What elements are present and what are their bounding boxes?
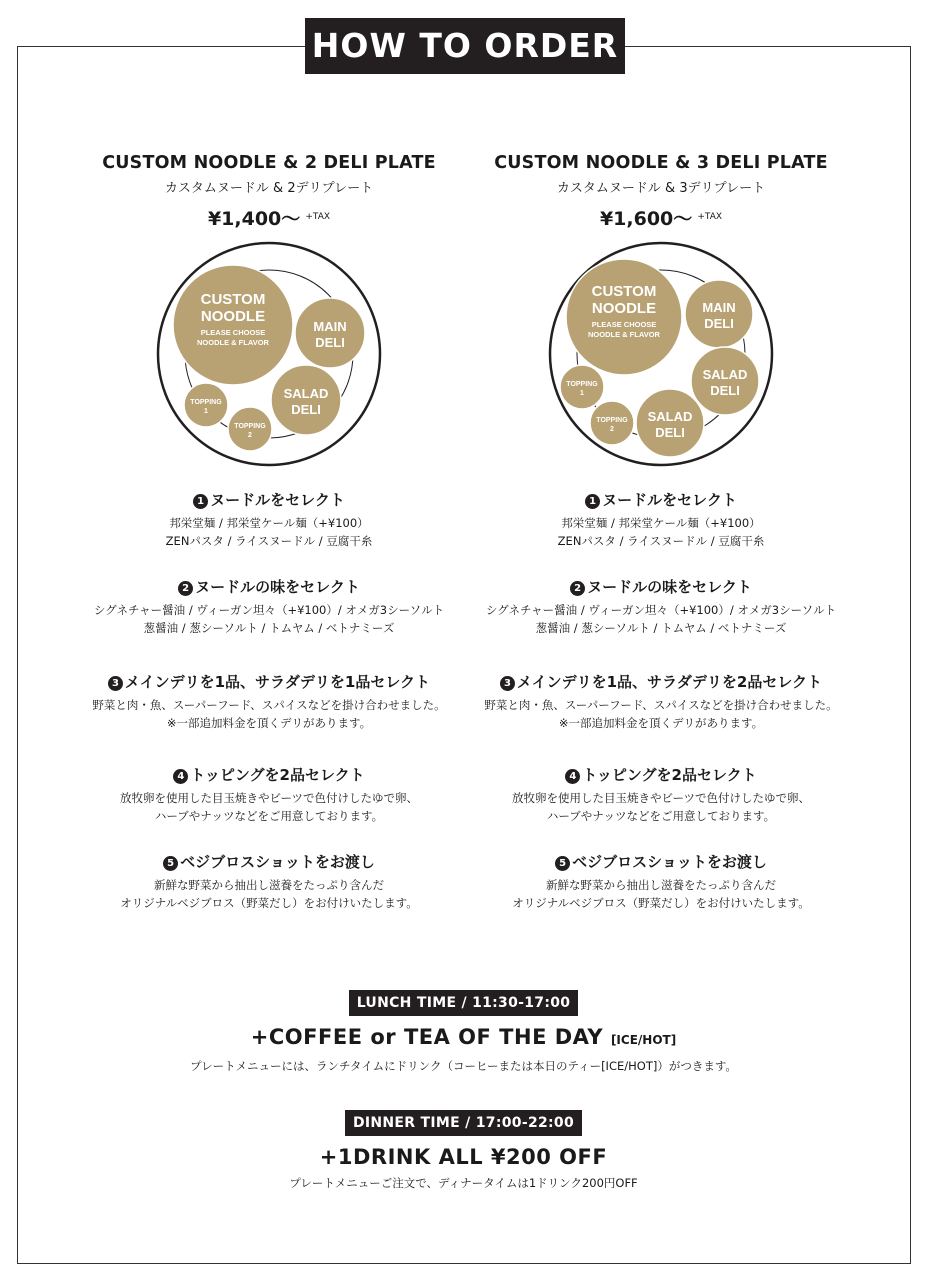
lunch-headline-bracket: [ICE/HOT] bbox=[610, 1033, 677, 1047]
noodle-label-3: PLEASE CHOOSE bbox=[591, 320, 657, 329]
step-title: メインデリを1品、サラダデリを2品セレクト bbox=[516, 673, 823, 691]
plate-diagram bbox=[548, 241, 774, 467]
salad-1-label-1: SALAD bbox=[702, 367, 748, 382]
step-number-icon: 3 bbox=[500, 676, 515, 691]
price: ¥1,400〜 bbox=[207, 208, 301, 230]
step-1 bbox=[74, 489, 464, 550]
step-line: シグネチャー醤油 / ヴィーガン坦々（+¥100）/ オメガ3シーソルト bbox=[485, 603, 837, 617]
lunch-section bbox=[0, 990, 927, 1075]
lunch-headline: +COFFEE or TEA OF THE DAY bbox=[250, 1025, 604, 1049]
step-line: ハーブやナッツなどをご用意しております。 bbox=[154, 809, 384, 823]
topping-1-label-1: TOPPING bbox=[566, 381, 598, 388]
step-number-icon: 1 bbox=[193, 494, 208, 509]
tax-note: +TAX bbox=[305, 212, 331, 222]
price-row bbox=[466, 204, 856, 235]
noodle-label-2: NOODLE bbox=[591, 300, 657, 317]
step-5 bbox=[74, 851, 464, 912]
step-3 bbox=[74, 671, 464, 732]
step-5 bbox=[466, 851, 856, 912]
noodle-label-1: CUSTOM bbox=[591, 283, 657, 300]
step-4 bbox=[74, 764, 464, 825]
topping-1-label-2: 1 bbox=[580, 390, 584, 397]
main-label-1: MAIN bbox=[313, 319, 347, 334]
noodle-label-3: PLEASE CHOOSE bbox=[200, 328, 266, 337]
step-4 bbox=[466, 764, 856, 825]
page-title: HOW TO ORDER bbox=[305, 18, 625, 74]
step-2 bbox=[466, 576, 856, 637]
step-line: 放牧卵を使用した目玉焼きやビーツで色付けしたゆで卵、 bbox=[119, 791, 419, 805]
steps bbox=[74, 489, 464, 912]
noodle-circle bbox=[566, 259, 682, 375]
salad-1-label-2: DELI bbox=[710, 383, 740, 398]
plate-title: CUSTOM NOODLE & 2 DELI PLATE bbox=[102, 153, 436, 173]
dinner-note: プレートメニューご注文で、ディナータイムは1ドリンク200円OFF bbox=[289, 1176, 638, 1190]
step-number-icon: 4 bbox=[173, 769, 188, 784]
step-title: ベジブロスショットをお渡し bbox=[572, 853, 767, 871]
topping-2-label-1: TOPPING bbox=[234, 423, 266, 430]
step-line: 邦栄堂麺 / 邦栄堂ケール麺（+¥100） bbox=[169, 516, 369, 530]
step-2 bbox=[74, 576, 464, 637]
steps bbox=[466, 489, 856, 912]
step-line: ハーブやナッツなどをご用意しております。 bbox=[546, 809, 776, 823]
step-line: 野菜と肉・魚、スーパーフード、スパイスなどを掛け合わせました。 bbox=[484, 698, 838, 712]
tax-note: +TAX bbox=[697, 212, 723, 222]
lunch-time-badge: LUNCH TIME / 11:30-17:00 bbox=[349, 990, 579, 1016]
noodle-label-4: NOODLE & FLAVOR bbox=[197, 338, 269, 347]
topping-1-label-2: 1 bbox=[204, 408, 208, 415]
price-row bbox=[74, 204, 464, 235]
salad-2-label-2: DELI bbox=[655, 425, 685, 440]
step-title: ヌードルの味をセレクト bbox=[195, 578, 360, 596]
plate-3-deli bbox=[466, 150, 856, 912]
salad-2-label-1: SALAD bbox=[647, 409, 693, 424]
lunch-note: プレートメニューには、ランチタイムにドリンク（コーヒーまたは本日のティー[ICE/HOT]）がつきます。 bbox=[190, 1059, 737, 1073]
topping-2-label-2: 2 bbox=[610, 426, 614, 433]
step-title: トッピングを2品セレクト bbox=[190, 766, 365, 784]
plate-title: CUSTOM NOODLE & 3 DELI PLATE bbox=[494, 153, 828, 173]
step-title: ベジブロスショットをお渡し bbox=[180, 853, 375, 871]
main-label-2: DELI bbox=[704, 316, 734, 331]
dinner-time-badge: DINNER TIME / 17:00-22:00 bbox=[345, 1110, 582, 1136]
step-number-icon: 4 bbox=[565, 769, 580, 784]
dinner-section bbox=[0, 1110, 927, 1192]
step-title: メインデリを1品、サラダデリを1品セレクト bbox=[124, 673, 431, 691]
step-line: 野菜と肉・魚、スーパーフード、スパイスなどを掛け合わせました。 bbox=[92, 698, 446, 712]
plate-subtitle: カスタムヌードル & 2デリプレート bbox=[164, 181, 374, 196]
step-line: ※一部追加料金を頂くデリがあります。 bbox=[558, 716, 764, 730]
step-1 bbox=[466, 489, 856, 550]
step-title: ヌードルをセレクト bbox=[210, 491, 345, 509]
step-line: ZENパスタ / ライスヌードル / 豆腐干糸 bbox=[557, 534, 765, 548]
step-line: オリジナルベジブロス（野菜だし）をお付けいたします。 bbox=[120, 896, 418, 910]
plate-diagram bbox=[156, 241, 382, 467]
main-label-2: DELI bbox=[315, 335, 345, 350]
step-title: ヌードルの味をセレクト bbox=[587, 578, 752, 596]
plate-2-deli bbox=[74, 150, 464, 912]
noodle-label-1: CUSTOM bbox=[200, 291, 266, 308]
step-number-icon: 1 bbox=[585, 494, 600, 509]
main-label-1: MAIN bbox=[702, 300, 736, 315]
step-line: ※一部追加料金を頂くデリがあります。 bbox=[166, 716, 372, 730]
dinner-headline: +1DRINK ALL ¥200 OFF bbox=[319, 1145, 608, 1169]
step-number-icon: 3 bbox=[108, 676, 123, 691]
step-line: 葱醤油 / 葱シーソルト / トムヤム / ベトナミーズ bbox=[535, 621, 787, 635]
noodle-label-2: NOODLE bbox=[200, 308, 266, 325]
price: ¥1,600〜 bbox=[599, 208, 693, 230]
topping-1-label-1: TOPPING bbox=[190, 399, 222, 406]
step-title: トッピングを2品セレクト bbox=[582, 766, 757, 784]
step-number-icon: 2 bbox=[570, 581, 585, 596]
step-line: 新鮮な野菜から抽出し滋養をたっぷり含んだ bbox=[154, 878, 384, 892]
salad-label-1: SALAD bbox=[283, 386, 329, 401]
step-line: シグネチャー醤油 / ヴィーガン坦々（+¥100）/ オメガ3シーソルト bbox=[93, 603, 445, 617]
topping-2-label-1: TOPPING bbox=[596, 417, 628, 424]
step-line: ZENパスタ / ライスヌードル / 豆腐干糸 bbox=[165, 534, 373, 548]
step-number-icon: 5 bbox=[555, 856, 570, 871]
topping-2-label-2: 2 bbox=[248, 432, 252, 439]
step-line: 新鮮な野菜から抽出し滋養をたっぷり含んだ bbox=[546, 878, 776, 892]
step-line: 邦栄堂麺 / 邦栄堂ケール麺（+¥100） bbox=[561, 516, 761, 530]
step-number-icon: 2 bbox=[178, 581, 193, 596]
step-line: 葱醤油 / 葱シーソルト / トムヤム / ベトナミーズ bbox=[143, 621, 395, 635]
noodle-circle bbox=[173, 265, 293, 385]
step-line: オリジナルベジブロス（野菜だし）をお付けいたします。 bbox=[512, 896, 810, 910]
step-3 bbox=[466, 671, 856, 732]
step-line: 放牧卵を使用した目玉焼きやビーツで色付けしたゆで卵、 bbox=[511, 791, 811, 805]
step-title: ヌードルをセレクト bbox=[602, 491, 737, 509]
step-number-icon: 5 bbox=[163, 856, 178, 871]
salad-label-2: DELI bbox=[291, 402, 321, 417]
noodle-label-4: NOODLE & FLAVOR bbox=[588, 330, 660, 339]
plate-subtitle: カスタムヌードル & 3デリプレート bbox=[556, 181, 766, 196]
